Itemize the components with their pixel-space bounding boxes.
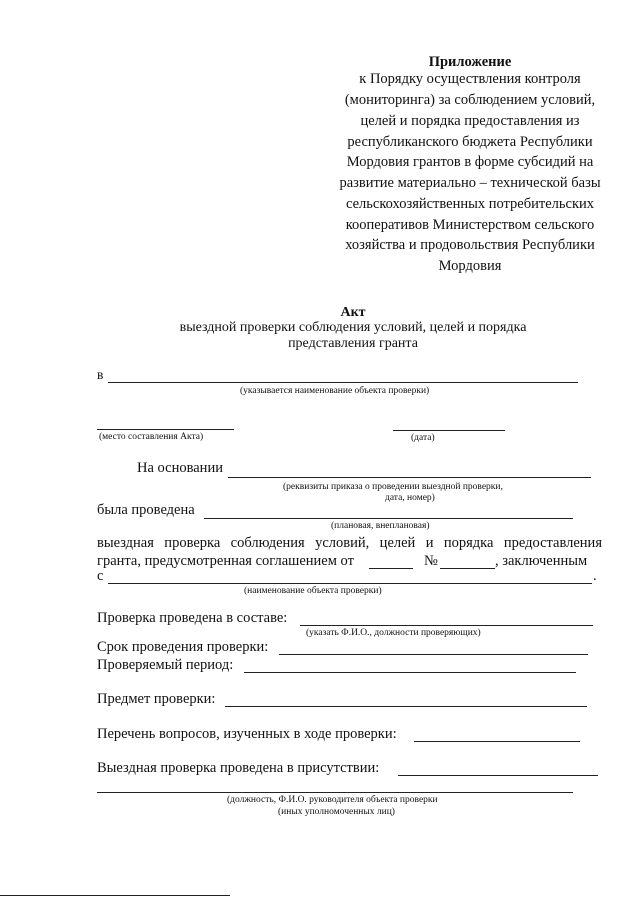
paragraph-line: выездная проверка соблюдения условий, целей и порядка предоставления [97, 535, 602, 551]
conducted-label: была проведена [97, 502, 195, 518]
act-subtitle: представления гранта [288, 336, 418, 351]
appendix-line: (мониторинга) за соблюдением условий, [344, 92, 596, 108]
conducted-field[interactable] [204, 518, 573, 519]
appendix-line: республиканского бюджета Республики [347, 134, 593, 150]
subject-field[interactable] [225, 706, 587, 707]
composition-caption: (указать Ф.И.О., должности проверяющих) [306, 628, 481, 638]
place-caption: (место составления Акта) [99, 432, 204, 442]
presence-label: Выездная проверка проведена в присутствии: [97, 760, 380, 776]
appendix-line: к Порядку осуществления контроля [359, 71, 581, 87]
period-label: Проверяемый период: [97, 657, 234, 673]
composition-field[interactable] [300, 625, 593, 626]
appendix-line: целей и порядка предоставления из [360, 113, 580, 129]
term-label: Срок проведения проверки: [97, 639, 269, 655]
object-caption: (указывается наименование объекта проверки) [240, 386, 430, 396]
questions-label: Перечень вопросов, изученных в ходе проверки: [97, 726, 397, 742]
composition-label: Проверка проведена в составе: [97, 610, 288, 626]
paragraph-line: гранта, предусмотренная соглашением от [97, 553, 354, 569]
presence-caption: (должность, Ф.И.О. руководителя объекта проверки [227, 795, 438, 805]
conducted-caption: (плановая, внеплановая) [331, 521, 430, 531]
appendix-line: развитие материально – технической базы [339, 175, 601, 191]
presence-caption: (иных уполномоченных лиц) [278, 807, 395, 817]
with-prefix: с [97, 568, 104, 584]
act-title: Акт [340, 305, 366, 320]
basis-label: На основании [137, 460, 223, 476]
contractor-field[interactable] [108, 583, 592, 584]
number-sign: № [424, 553, 438, 569]
appendix-line: Мордовия [438, 258, 502, 274]
agreement-number-field[interactable] [440, 568, 495, 569]
appendix-line: хозяйства и продовольствия Республики [345, 237, 595, 253]
in-prefix: в [97, 367, 104, 382]
appendix-line: Мордовия грантов в форме субсидий на [346, 154, 594, 170]
date-field[interactable] [393, 430, 505, 431]
place-field[interactable] [97, 429, 234, 430]
paragraph-caption: (наименование объекта проверки) [244, 586, 382, 596]
period-field[interactable] [244, 672, 576, 673]
sentence-end: . [593, 568, 597, 584]
presence-field[interactable] [398, 775, 598, 776]
basis-caption: дата, номер) [385, 493, 435, 503]
term-field[interactable] [279, 654, 588, 655]
appendix-line: кооперативов Министерством сельского [345, 217, 595, 233]
subject-label: Предмет проверки: [97, 691, 216, 707]
appendix-title: Приложение [428, 54, 512, 70]
basis-caption: (реквизиты приказа о проведении выездной проверки, [283, 482, 503, 492]
presence-field-2[interactable] [97, 792, 573, 793]
footnote-separator [0, 895, 230, 896]
paragraph-line: , заключенным [495, 553, 588, 569]
appendix-line: сельскохозяйственных потребительских [345, 196, 594, 212]
object-name-field[interactable] [108, 382, 578, 383]
basis-field[interactable] [228, 477, 591, 478]
agreement-date-field[interactable] [369, 568, 413, 569]
act-subtitle: выездной проверки соблюдения условий, целей и порядка [179, 320, 527, 335]
questions-field[interactable] [414, 741, 580, 742]
date-caption: (дата) [411, 433, 435, 443]
